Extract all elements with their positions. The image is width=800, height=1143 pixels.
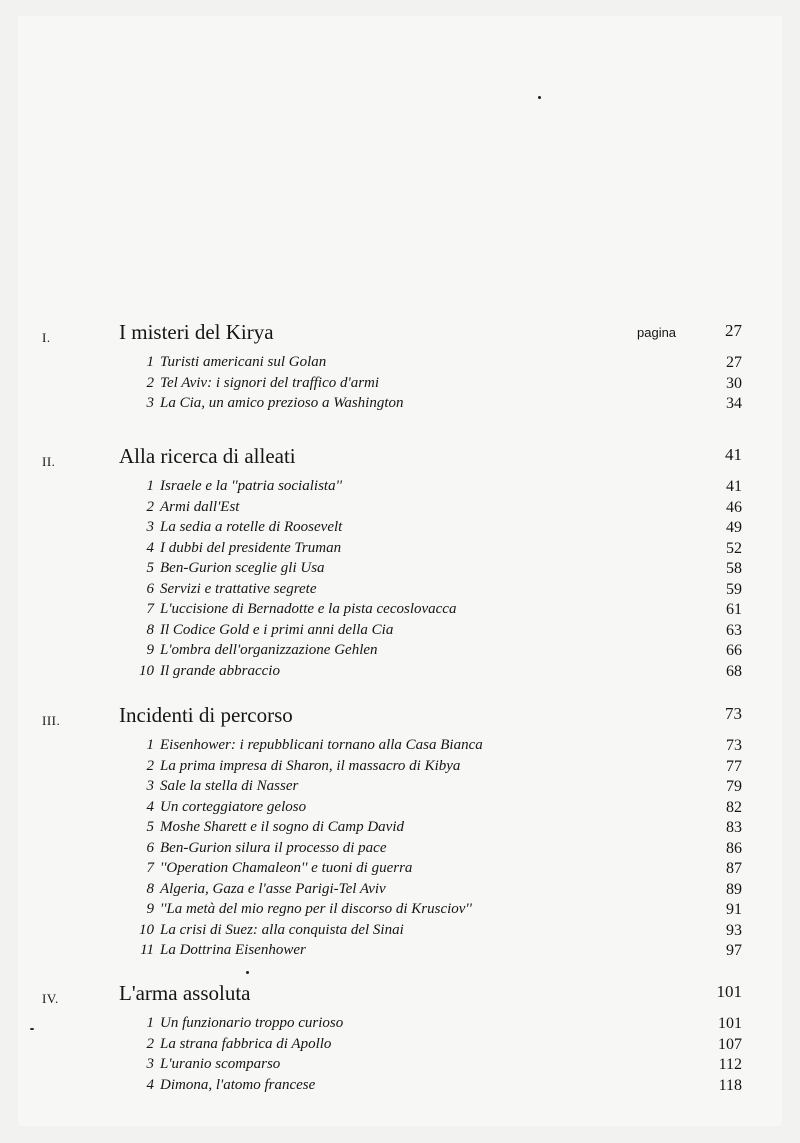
section-entry: [0, 942, 800, 963]
section-entry: [0, 737, 800, 758]
chapter-title: L'arma assoluta: [119, 981, 251, 1005]
chapter-3: [0, 703, 800, 963]
chapter-title: Incidenti di percorso: [119, 703, 293, 727]
section-number: 10: [139, 662, 154, 679]
section-number: 3: [146, 519, 154, 535]
section-number: 7: [146, 601, 154, 617]
section-entry: [0, 642, 800, 663]
chapter-page: 27: [725, 321, 742, 340]
section-page: 52: [726, 539, 742, 557]
section-title: L'uranio scomparso: [160, 1056, 281, 1072]
section-entry: [0, 840, 800, 861]
section-title: Ben-Gurion sceglie gli Usa: [160, 560, 325, 576]
section-page: 27: [726, 354, 742, 371]
section-number: 3: [146, 1056, 154, 1072]
section-page: 41: [726, 478, 742, 495]
section-page: 46: [726, 498, 742, 516]
section-page: 82: [726, 798, 742, 816]
section-number: 7: [146, 860, 154, 876]
section-entry: [0, 663, 800, 684]
section-page: 93: [726, 921, 742, 939]
section-entry: [0, 1056, 800, 1077]
section-title: L'uccisione di Bernadotte e la pista cecoslovacca: [160, 601, 457, 617]
chapter-number: IV.: [42, 991, 59, 1006]
chapter-heading: [0, 320, 800, 354]
ink-speck: [246, 971, 249, 974]
chapter-page: 73: [725, 704, 742, 723]
section-entry: [0, 1015, 800, 1036]
section-number: 2: [146, 498, 154, 515]
chapter-number: III.: [42, 713, 61, 728]
section-page: 87: [726, 860, 742, 877]
section-number: 5: [146, 819, 154, 835]
chapter-2: [0, 444, 800, 683]
section-page: 61: [726, 601, 742, 618]
section-number: 9: [146, 642, 154, 658]
chapter-number: I.: [42, 330, 51, 345]
section-number: 2: [146, 757, 154, 774]
section-entry: [0, 519, 800, 540]
section-number: 1: [146, 354, 154, 370]
section-list: [0, 1015, 800, 1097]
section-title: Algeria, Gaza e l'asse Parigi-Tel Aviv: [160, 880, 386, 897]
section-page: 68: [726, 662, 742, 680]
section-title: La Cia, un amico prezioso a Washington: [160, 395, 404, 411]
section-number: 5: [146, 560, 154, 576]
section-entry: [0, 560, 800, 581]
section-page: 77: [726, 757, 742, 775]
section-title: Tel Aviv: i signori del traffico d'armi: [160, 374, 380, 391]
section-number: 2: [146, 1035, 154, 1052]
pagina-label: pagina: [637, 325, 677, 340]
section-title: La sedia a rotelle di Roosevelt: [160, 519, 343, 535]
section-page: 30: [726, 374, 742, 392]
section-number: 9: [146, 901, 154, 917]
section-page: 89: [726, 880, 742, 898]
section-list: [0, 478, 800, 683]
section-title: L'ombra dell'organizzazione Gehlen: [160, 642, 378, 658]
section-entry: [0, 799, 800, 820]
section-title: Ben-Gurion silura il processo di pace: [160, 839, 387, 856]
section-page: 86: [726, 839, 742, 857]
chapter-title: Alla ricerca di alleati: [119, 444, 296, 468]
section-number: 4: [146, 1076, 154, 1093]
section-list: [0, 737, 800, 963]
section-page: 79: [726, 778, 742, 795]
section-entry: [0, 1036, 800, 1057]
section-number: 1: [146, 478, 154, 494]
section-title: La prima impresa di Sharon, il massacro di Kibya: [160, 757, 461, 774]
section-number: 6: [146, 580, 154, 597]
section-page: 63: [726, 621, 742, 639]
section-title: Eisenhower: i repubblicani tornano alla Casa Bianca: [160, 737, 483, 753]
section-page: 73: [726, 737, 742, 754]
section-page: 34: [726, 395, 742, 412]
section-title: ''Operation Chamaleon'' e tuoni di guerra: [160, 860, 413, 876]
section-number: 2: [146, 374, 154, 391]
chapter-title: I misteri del Kirya: [119, 320, 274, 344]
section-page: 112: [718, 1056, 742, 1073]
section-entry: [0, 581, 800, 602]
section-entry: [0, 1077, 800, 1098]
section-entry: [0, 819, 800, 840]
section-number: 1: [146, 1015, 154, 1031]
section-number: 1: [146, 737, 154, 753]
chapter-4: [0, 981, 800, 1097]
section-page: 107: [718, 1035, 742, 1053]
section-entry: [0, 375, 800, 396]
section-number: 8: [146, 621, 154, 638]
section-list: [0, 354, 800, 416]
chapter-page: 41: [725, 445, 742, 464]
section-title: La Dottrina Eisenhower: [160, 942, 306, 958]
chapter-number: II.: [42, 454, 56, 469]
section-title: La strana fabbrica di Apollo: [160, 1035, 332, 1052]
section-page: 49: [726, 519, 742, 536]
section-title: Il grande abbraccio: [160, 662, 280, 679]
section-entry: [0, 622, 800, 643]
section-title: La crisi di Suez: alla conquista del Sinai: [160, 921, 404, 938]
section-title: Sale la stella di Nasser: [160, 778, 299, 794]
section-title: Il Codice Gold e i primi anni della Cia: [160, 621, 394, 638]
section-number: 8: [146, 880, 154, 897]
section-title: Turisti americani sul Golan: [160, 354, 327, 370]
section-page: 83: [726, 819, 742, 836]
section-entry: [0, 499, 800, 520]
section-page: 66: [726, 642, 742, 659]
section-number: 11: [140, 942, 154, 958]
section-title: Israele e la ''patria socialista'': [160, 478, 342, 494]
section-entry: [0, 354, 800, 375]
section-title: Dimona, l'atomo francese: [160, 1076, 316, 1093]
section-title: Un funzionario troppo curioso: [160, 1015, 344, 1031]
section-number: 3: [146, 395, 154, 411]
section-title: Servizi e trattative segrete: [160, 580, 317, 597]
section-entry: [0, 758, 800, 779]
section-title: Armi dall'Est: [160, 498, 240, 515]
section-page: 59: [726, 580, 742, 598]
ink-speck: [538, 96, 541, 99]
section-entry: [0, 881, 800, 902]
chapter-1: [0, 320, 800, 416]
section-number: 4: [146, 798, 154, 815]
section-entry: [0, 778, 800, 799]
section-page: 58: [726, 560, 742, 577]
section-page: 101: [718, 1015, 742, 1032]
chapter-heading: [0, 703, 800, 737]
section-number: 10: [139, 921, 154, 938]
section-entry: [0, 901, 800, 922]
section-title: I dubbi del presidente Truman: [160, 539, 342, 556]
section-title: Moshe Sharett e il sogno di Camp David: [160, 819, 405, 835]
section-entry: [0, 478, 800, 499]
section-entry: [0, 540, 800, 561]
chapter-heading: [0, 444, 800, 478]
section-title: Un corteggiatore geloso: [160, 798, 307, 815]
section-page: 118: [718, 1076, 742, 1094]
section-title: ''La metà del mio regno per il discorso di Krusciov'': [160, 901, 472, 917]
section-entry: [0, 601, 800, 622]
section-page: 97: [726, 942, 742, 959]
section-entry: [0, 860, 800, 881]
section-entry: [0, 395, 800, 416]
section-number: 4: [146, 539, 154, 556]
chapter-heading: [0, 981, 800, 1015]
chapter-page: 101: [716, 982, 742, 1001]
section-number: 6: [146, 839, 154, 856]
section-entry: [0, 922, 800, 943]
section-number: 3: [146, 778, 154, 794]
section-page: 91: [726, 901, 742, 918]
